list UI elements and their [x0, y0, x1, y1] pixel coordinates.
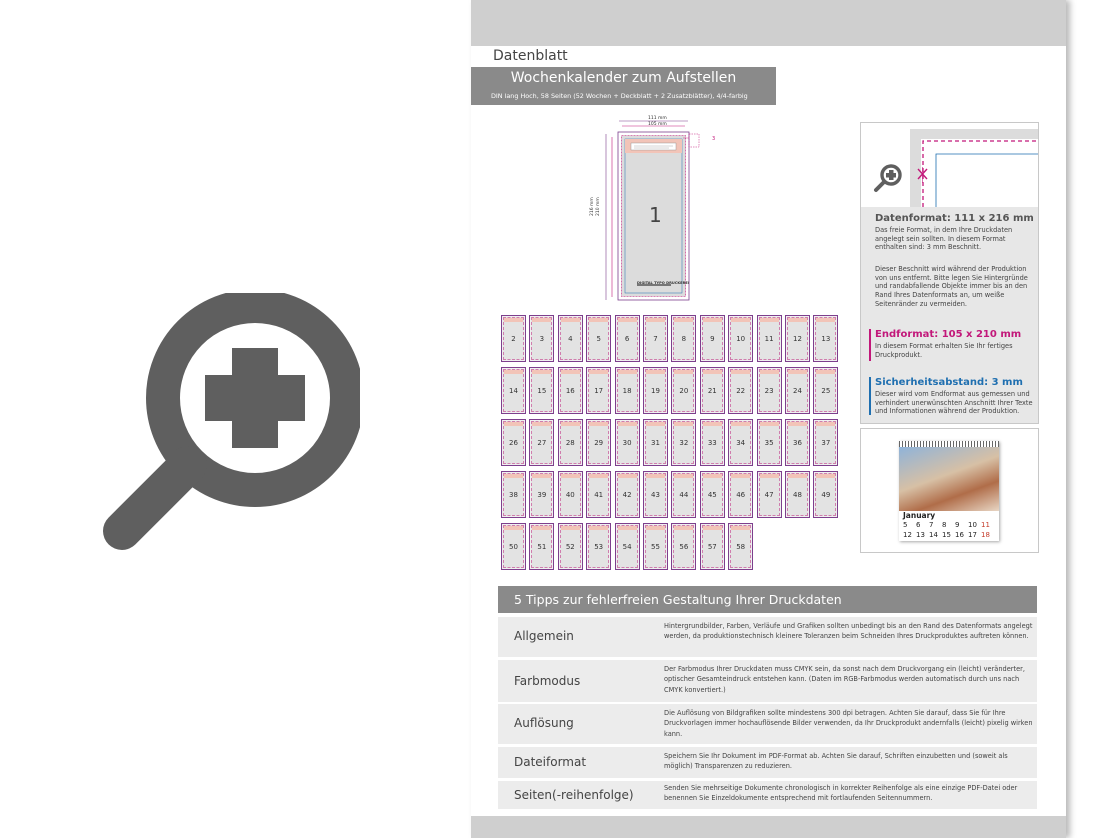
- calendar-day: 7: [929, 521, 934, 529]
- datasheet-page: [471, 0, 1066, 838]
- page-thumbnail: [757, 315, 782, 362]
- page-thumbnail: [586, 315, 611, 362]
- page-thumbnail: [501, 419, 526, 466]
- calendar-day: 5: [903, 521, 908, 529]
- page-thumbnail-number: 5: [596, 335, 601, 343]
- calendar-day: 13: [916, 531, 925, 539]
- page-thumbnail: [643, 419, 668, 466]
- page-thumbnail-number: 52: [565, 543, 575, 551]
- page-thumbnail: [671, 523, 696, 570]
- page-thumbnail: [671, 419, 696, 466]
- page-thumbnail: [529, 471, 554, 518]
- page-thumbnail: [813, 315, 838, 362]
- corner-detail: [861, 123, 1038, 207]
- bleed-mark: 3: [712, 136, 716, 142]
- tip-text: Der Farbmodus Ihrer Druckdaten muss CMYK sein, da sonst nach dem Druckvorgang ein (leicht) veränderter, optischer Gesamteindruck entstehen kann. (Daten im RGB-Farbmodus werden automatisch durch uns nach CMYK konvertiert.): [664, 665, 1025, 694]
- page-thumbnail-number: 23: [764, 387, 774, 395]
- calendar-day: 10: [968, 521, 977, 529]
- page-thumbnail-number: 19: [651, 387, 660, 395]
- endformat-text: In diesem Format erhalten Sie Ihr fertiges Druckprodukt.: [875, 342, 1013, 359]
- dim-height-outer: 216 mm: [590, 197, 595, 216]
- page-thumbnail-number: 55: [651, 543, 660, 551]
- tip-text: Speichern Sie Ihr Dokument im PDF-Format ab. Achten Sie darauf, Schriften einzubetten und (soweit als möglich) Transparenzen zu reduzieren.: [664, 752, 1008, 771]
- page-thumbnail: [529, 367, 554, 414]
- page-thumbnail: [728, 523, 753, 570]
- page-thumbnail-number: 14: [509, 387, 518, 395]
- page-thumbnail-number: 37: [821, 439, 831, 447]
- page-thumbnail: [643, 367, 668, 414]
- page-thumbnail: [558, 471, 583, 518]
- calendar-day: 14: [929, 531, 938, 539]
- calendar-day: 12: [903, 531, 912, 539]
- page-thumbnail-number: 54: [622, 543, 632, 551]
- page-thumbnail-number: 26: [509, 439, 518, 447]
- page-thumbnail: [501, 523, 526, 570]
- page-thumbnail: [785, 367, 810, 414]
- page-thumbnail: [501, 471, 526, 518]
- calendar-day: 18: [981, 531, 990, 539]
- page-thumbnail-number: 45: [707, 491, 717, 499]
- page-thumbnail-number: 25: [821, 387, 831, 395]
- page-thumbnail: [615, 419, 640, 466]
- page-thumbnail: [700, 419, 725, 466]
- page-thumbnail: [615, 471, 640, 518]
- calendar-photo: [899, 447, 999, 511]
- page-thumbnail: [586, 367, 611, 414]
- page-thumbnail-number: 20: [679, 387, 689, 395]
- page-thumbnail-number: 36: [793, 439, 802, 447]
- datenformat-text: Das freie Format, in dem Ihre Druckdaten angelegt sein sollten. In diesem Format enthalten sind: 3 mm Beschnitt.: [875, 226, 1013, 252]
- page-thumbnail-number: 38: [509, 491, 518, 499]
- page-thumbnail: [558, 367, 583, 414]
- page-thumbnail: [728, 419, 753, 466]
- tip-row-allgemein: [498, 617, 1037, 657]
- page-thumbnail-number: 30: [622, 439, 632, 447]
- title-bar: [471, 67, 776, 105]
- dim-width-inner: 105 mm: [648, 122, 667, 127]
- page-thumbnail-number: 12: [793, 335, 802, 343]
- page-thumbnail-number: 40: [565, 491, 575, 499]
- tip-label: Dateiformat: [514, 755, 587, 769]
- page-thumbnail-number: 24: [793, 387, 802, 395]
- page-thumbnail: [728, 367, 753, 414]
- page-thumbnail-number: 7: [653, 335, 658, 343]
- sicherheit-title: Sicherheitsabstand: 3 mm: [875, 377, 1023, 388]
- page-thumbnail: [558, 315, 583, 362]
- page-thumbnail-number: 17: [594, 387, 604, 395]
- page-thumbnail-number: 21: [707, 387, 717, 395]
- page-thumbnail-number: 2: [511, 335, 516, 343]
- page-thumbnail: [586, 523, 611, 570]
- page-thumbnail: [785, 419, 810, 466]
- page-thumbnail-number: 39: [537, 491, 547, 499]
- page-thumbnail: [757, 471, 782, 518]
- page-thumbnail: [813, 471, 838, 518]
- sicherheit-text: Dieser wird vom Endformat aus gemessen und verhindert unerwünschten Anschnitt Ihrer Texte und Informationen während der Produktion.: [875, 390, 1033, 416]
- tip-row-aufloesung: [498, 704, 1037, 744]
- calendar-row-2: [903, 531, 994, 539]
- page-thumbnail-number: 53: [594, 543, 604, 551]
- tip-label: Allgemein: [514, 629, 574, 643]
- page-thumbnail-number: 10: [736, 335, 746, 343]
- calendar-day: 9: [955, 521, 960, 529]
- page-top-band: [471, 0, 1066, 46]
- page-thumbnail-number: 27: [537, 439, 547, 447]
- endformat-marker: [869, 329, 871, 361]
- page-thumbnail-number: 41: [594, 491, 604, 499]
- page-thumbnail-number: 31: [651, 439, 660, 447]
- page-thumbnail: [700, 315, 725, 362]
- page-thumbnail: [643, 315, 668, 362]
- calendar-preview-box: [860, 428, 1039, 553]
- cover-page-number: 1: [649, 203, 662, 227]
- page-thumbnail-number: 50: [509, 543, 518, 551]
- page-thumbnail-number: 48: [793, 491, 802, 499]
- page-thumbnail: [671, 471, 696, 518]
- page-thumbnail-number: 13: [821, 335, 831, 343]
- page-thumbnail: [700, 523, 725, 570]
- tip-text: Hintergrundbilder, Farben, Verläufe und Grafiken sollten unbedingt bis an den Rand des Datenformats angelegt werden, da produktionstechnisch kleinere Toleranzen beim Schneiden Ihres Druckproduktes auftreten können.: [664, 622, 1033, 641]
- dim-height-inner: 210 mm: [596, 197, 601, 216]
- tip-text: Die Auflösung von Bildgrafiken sollte mindestens 300 dpi betragen. Achten Sie darauf, dass Sie für Ihre Druckvorlagen immer hochauflösende Bilder verwenden, da Ihr Druckprodukt andernfalls (leicht) pixelig wirken kann.: [664, 709, 1033, 738]
- page-thumbnail: [615, 523, 640, 570]
- calendar-day: 11: [981, 521, 990, 529]
- page-thumbnail: [615, 315, 640, 362]
- page-thumbnail-number: 57: [707, 543, 717, 551]
- page-thumbnail: [586, 471, 611, 518]
- calendar-month: January: [903, 511, 936, 520]
- page-thumbnail-number: 28: [565, 439, 575, 447]
- product-subtitle: DIN lang Hoch, 58 Seiten (52 Wochen + Deckblatt + 2 Zusatzblätter), 4/4-farbig: [491, 92, 748, 100]
- cover-footer-text: DIGITAL TYPO DRUCKEREI: [637, 281, 690, 285]
- page-thumbnail: [586, 419, 611, 466]
- page-thumbnail-number: 43: [651, 491, 660, 499]
- page-thumbnail: [728, 471, 753, 518]
- page-thumbnail-number: 6: [624, 335, 630, 343]
- page-thumbnail-number: 29: [594, 439, 604, 447]
- page-thumbnail: [501, 367, 526, 414]
- page-thumbnail-number: 8: [681, 335, 687, 343]
- page-bottom-band: [471, 816, 1066, 838]
- page-thumbnail: [700, 471, 725, 518]
- page-thumbnail: [558, 523, 583, 570]
- page-thumbnail-number: 22: [736, 387, 746, 395]
- product-title: Wochenkalender zum Aufstellen: [510, 70, 737, 86]
- tip-row-dateiformat: [498, 747, 1037, 778]
- format-info-box: [860, 122, 1039, 424]
- page-thumbnail-number: 34: [736, 439, 746, 447]
- page-thumbnail: [529, 315, 554, 362]
- page-thumbnail: [813, 419, 838, 466]
- page-thumbnail-number: 56: [679, 543, 689, 551]
- page-thumbnail: [700, 367, 725, 414]
- page-thumbnail: [643, 471, 668, 518]
- tip-label: Seiten(-reihenfolge): [514, 788, 634, 802]
- page-thumbnail-number: 35: [764, 439, 774, 447]
- page-thumbnail-number: 3: [539, 335, 545, 343]
- page-thumbnail-number: 15: [537, 387, 547, 395]
- datenblatt-label: Datenblatt: [471, 46, 591, 67]
- page-thumbnail: [529, 419, 554, 466]
- page-thumbnail-number: 49: [821, 491, 831, 499]
- page-thumbnail: [728, 315, 753, 362]
- page-thumbnail: [529, 523, 554, 570]
- dim-width-outer: 111 mm: [648, 116, 667, 121]
- tip-text: Senden Sie mehrseitige Dokumente chronologisch in korrekter Reihenfolge als eine einzige PDF-Datei oder benennen Sie Einzeldokumente entsprechend mit fortlaufenden Seitennummern.: [664, 784, 1018, 803]
- page-thumbnail: [643, 523, 668, 570]
- page-thumbnail-number: 16: [565, 387, 575, 395]
- calendar-day: 6: [916, 521, 921, 529]
- page-thumbnail-number: 9: [710, 335, 715, 343]
- endformat-title: Endformat: 105 x 210 mm: [875, 329, 1022, 340]
- page-thumbnail-number: 44: [679, 491, 689, 499]
- page-thumbnail-number: 11: [764, 335, 774, 343]
- calendar-preview: [899, 441, 999, 541]
- calendar-day: 16: [955, 531, 964, 539]
- page-thumbnail-number: 58: [736, 543, 746, 551]
- page-thumbnail-number: 32: [679, 439, 689, 447]
- magnifier-plus-icon[interactable]: [100, 293, 360, 553]
- page-thumbnail: [813, 367, 838, 414]
- page-thumbnail: [757, 367, 782, 414]
- page-thumbnail-number: 33: [707, 439, 717, 447]
- page-thumbnails: [501, 315, 846, 577]
- calendar-day: 17: [968, 531, 977, 539]
- page-thumbnail: [558, 419, 583, 466]
- page-thumbnail-number: 47: [764, 491, 774, 499]
- page-thumbnail: [615, 367, 640, 414]
- page-thumbnail: [785, 471, 810, 518]
- page-thumbnail: [501, 315, 526, 362]
- calendar-day: 15: [942, 531, 951, 539]
- page-thumbnail-number: 18: [622, 387, 632, 395]
- format-info-text: [861, 207, 1038, 423]
- page-thumbnail-number: 42: [622, 491, 632, 499]
- tip-label: Farbmodus: [514, 674, 581, 688]
- page-thumbnail-number: 46: [736, 491, 746, 499]
- tip-row-seiten: [498, 781, 1037, 809]
- tip-label: Auflösung: [514, 716, 574, 730]
- datenformat-title: Datenformat: 111 x 216 mm: [875, 213, 1034, 224]
- sicherheit-marker: [869, 377, 871, 415]
- tips-header: 5 Tipps zur fehlerfreien Gestaltung Ihrer Druckdaten: [498, 586, 1037, 613]
- tip-row-farbmodus: [498, 660, 1037, 702]
- page-thumbnail: [671, 367, 696, 414]
- page-thumbnail-number: 4: [568, 335, 573, 343]
- page-thumbnail: [757, 419, 782, 466]
- calendar-row-1: [903, 521, 994, 529]
- calendar-day: 8: [942, 521, 947, 529]
- zoom-small-icon[interactable]: [873, 163, 903, 193]
- beschnitt-text: Dieser Beschnitt wird während der Produktion von uns entfernt. Bitte legen Sie Hintergründe und randabfallende Objekte immer bis an den Rand Ihres Datenformats an, um weiße Seitenränder zu vermeiden.: [875, 265, 1028, 308]
- page-thumbnail: [785, 315, 810, 362]
- page-thumbnail-number: 51: [537, 543, 547, 551]
- page-thumbnail: [671, 315, 696, 362]
